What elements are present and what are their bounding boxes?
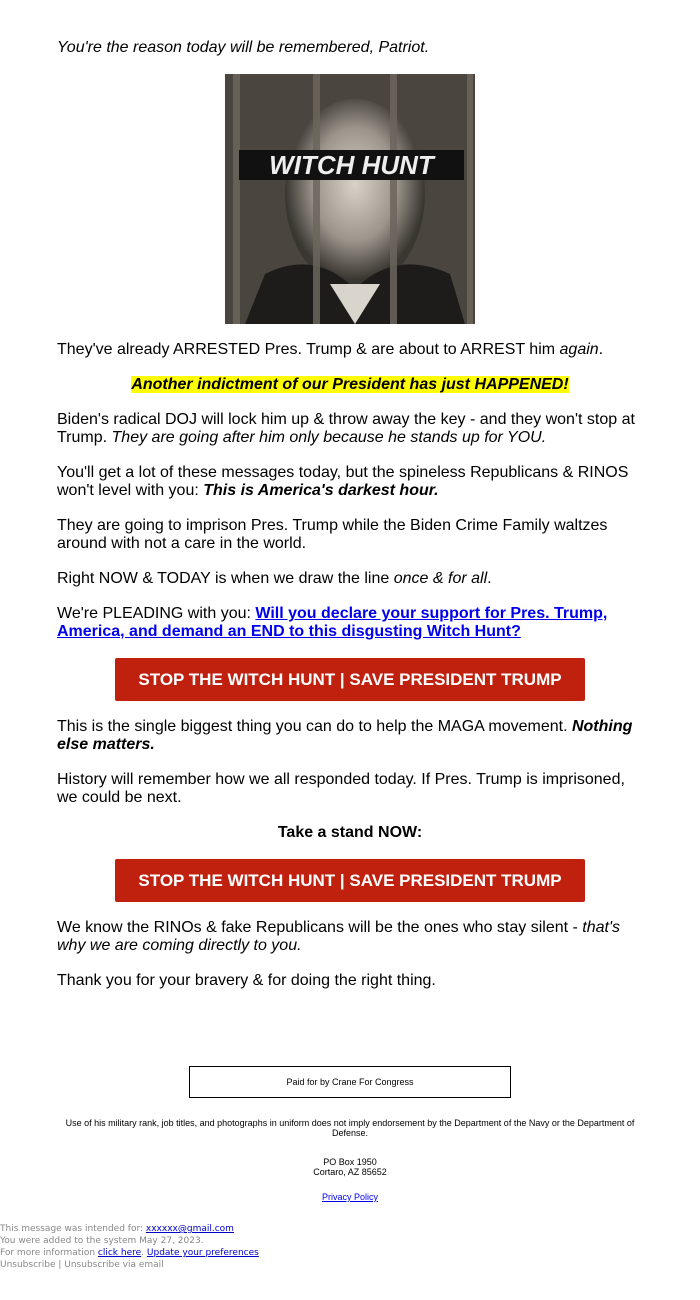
paragraph-biggest-thing: This is the single biggest thing you can do to help the MAGA movement. Nothing else matters. (57, 718, 633, 753)
paragraph-thanks: Thank you for your bravery & for doing the right thing. (57, 972, 436, 989)
paragraph-pleading: We're PLEADING with you: Will you declare your support for Pres. Trump, America, and demand an END to this disgusting Witch Hunt? (57, 605, 608, 640)
paid-for-box: Paid for by Crane For Congress (189, 1066, 511, 1098)
take-stand-heading: Take a stand NOW: (277, 824, 423, 841)
witch-hunt-image (225, 74, 475, 324)
footer (0, 1066, 700, 1202)
paragraph-silent: We know the RINOs & fake Republicans will be the ones who stay silent - that's why we are coming directly to you. (57, 919, 621, 954)
paragraph-doj: Biden's radical DOJ will lock him up & throw away the key - and they won't stop at Trump. They are going after him only because he stands up for YOU. (57, 411, 635, 446)
paragraph-arrested: They've already ARRESTED Pres. Trump & are about to ARREST him again. (57, 341, 604, 358)
highlight-text: Another indictment of our President has just HAPPENED! (131, 376, 569, 393)
paragraph-imprison: They are going to imprison Pres. Trump while the Biden Crime Family waltzes around with not a care in the world. (57, 517, 608, 552)
paragraph-messages: You'll get a lot of these messages today, but the spineless Republicans & RINOS won't level with you: This is America's darkest hour. (57, 464, 629, 499)
email-link[interactable]: xxxxxx@gmail.com (145, 1224, 234, 1234)
unsubscribe-email-link[interactable]: Unsubscribe via email (64, 1260, 164, 1270)
portrait-illustration (225, 74, 475, 324)
privacy-policy-link[interactable]: Privacy Policy (321, 1192, 378, 1202)
highlight-paragraph (57, 376, 643, 394)
click-here-link[interactable]: click here (97, 1248, 142, 1258)
greeting: You're the reason today will be remembered, Patriot. (57, 39, 430, 56)
email-body (57, 39, 643, 1007)
unsubscribe-link[interactable]: Unsubscribe (0, 1260, 56, 1270)
update-preferences-link[interactable]: Update your preferences (146, 1248, 259, 1258)
subscription-info: This message was intended for: xxxxxx@gmail.com You were added to the system May 27, 2023. For more information click here. Update your preferences Unsubscribe | Unsubscribe via email (0, 1224, 259, 1270)
declare-support-link[interactable]: Will you declare your support for Pres. Trump, America, and demand an END to this disgusting Witch Hunt? (57, 605, 608, 640)
address-line-2: Cortaro, AZ 85652 (313, 1167, 387, 1177)
paragraph-draw-line: Right NOW & TODAY is when we draw the line once & for all. (57, 570, 492, 587)
banner-text: WITCH HUNT (269, 150, 434, 180)
cta-button-2[interactable]: STOP THE WITCH HUNT | SAVE PRESIDENT TRUMP (115, 859, 585, 902)
address-line-1: PO Box 1950 (323, 1157, 377, 1167)
disclaimer: Use of his military rank, job titles, and photographs in uniform does not imply endorsement by the Department of the Navy or the Department of Defense. (65, 1118, 635, 1138)
paragraph-history: History will remember how we all responded today. If Pres. Trump is imprisoned, we could be next. (57, 771, 625, 806)
cta-button-1[interactable]: STOP THE WITCH HUNT | SAVE PRESIDENT TRUMP (115, 658, 585, 701)
